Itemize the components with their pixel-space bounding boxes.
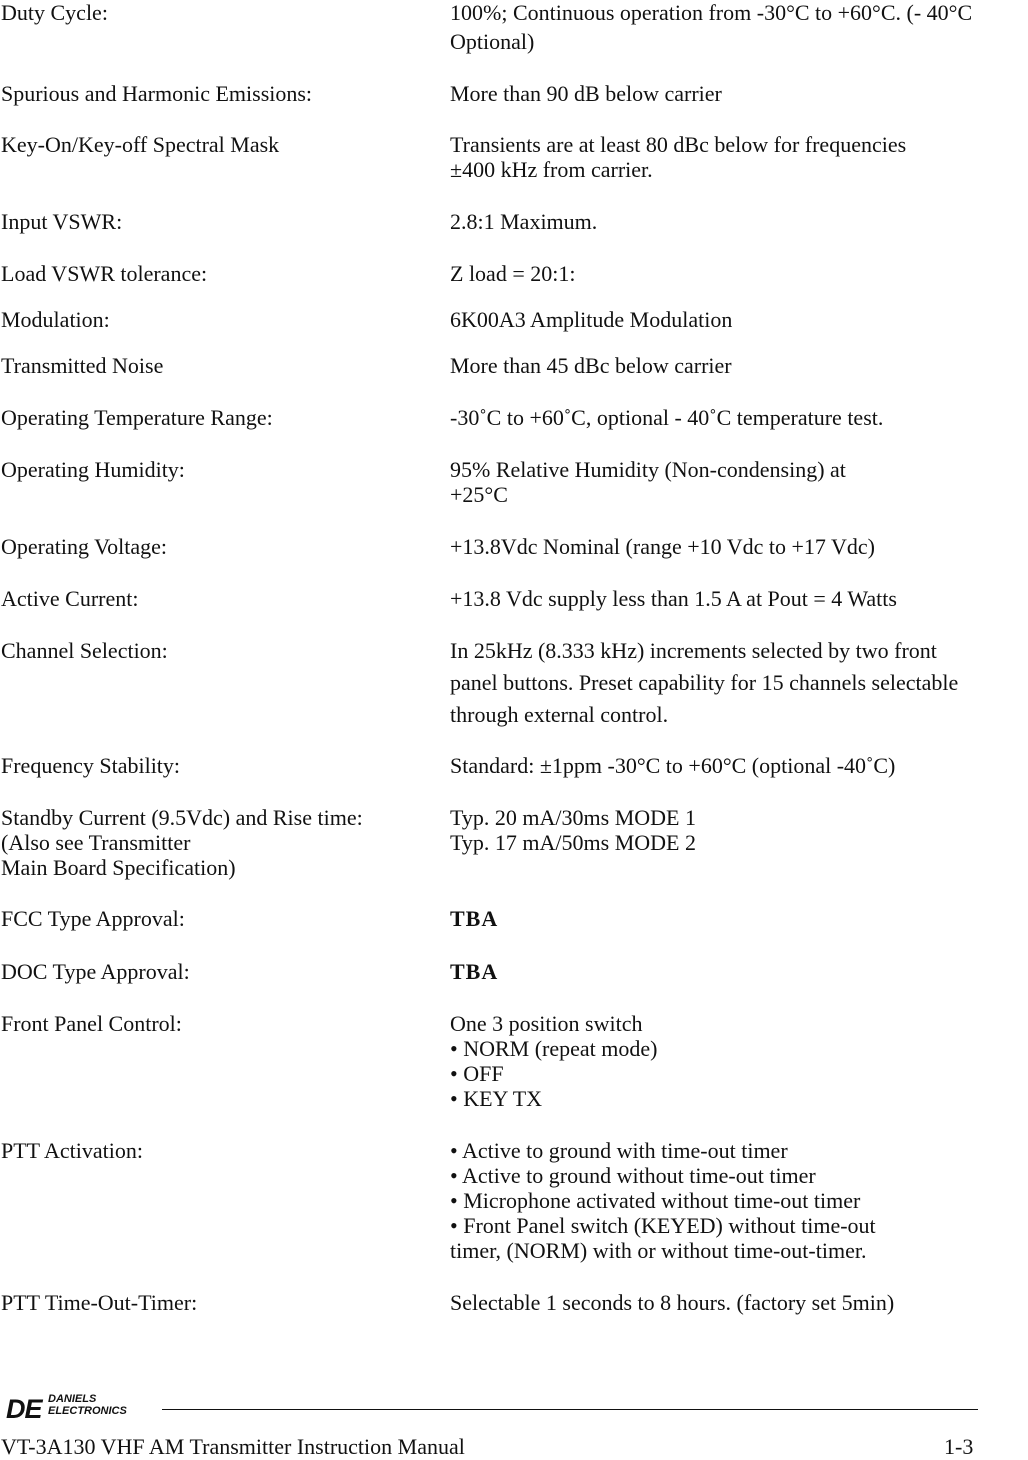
spec-label-spectral-mask: Key-On/Key-off Spectral Mask: [1, 132, 280, 157]
spec-label-input-vswr: Input VSWR:: [1, 209, 123, 234]
spec-value-ptt-activation-item: • Microphone activated without time-out timer: [450, 1188, 861, 1213]
spec-label-standby-current: Standby Current (9.5Vdc) and Rise time:: [1, 805, 363, 830]
spec-value-duty-cycle: 100%; Continuous operation from -30°C to +60°C. (- 40°C: [450, 0, 973, 25]
footer-rule: [162, 1409, 978, 1410]
logo-line-daniels: DANIELS: [48, 1393, 97, 1405]
spec-value-spectral-mask-cont: ±400 kHz from carrier.: [450, 157, 653, 182]
spec-label-operating-temperature: Operating Temperature Range:: [1, 405, 273, 430]
spec-value-ptt-timeout: Selectable 1 seconds to 8 hours. (factory set 5min): [450, 1290, 895, 1315]
footer-document-title: VT-3A130 VHF AM Transmitter Instruction Manual: [1, 1434, 465, 1459]
spec-value-operating-humidity: 95% Relative Humidity (Non-condensing) at: [450, 457, 846, 482]
spec-value-input-vswr: 2.8:1 Maximum.: [450, 209, 598, 234]
spec-label-operating-humidity: Operating Humidity:: [1, 457, 185, 482]
spec-value-modulation: 6K00A3 Amplitude Modulation: [450, 307, 733, 332]
logo-mark: DE: [6, 1394, 42, 1424]
spec-value-front-panel-control-item: • KEY TX: [450, 1086, 543, 1111]
spec-value-ptt-activation-item: • Active to ground without time-out timer: [450, 1163, 816, 1188]
spec-label-frequency-stability: Frequency Stability:: [1, 753, 181, 778]
spec-label-standby-current-cont: (Also see Transmitter: [1, 830, 191, 855]
spec-value-standby-current-cont: Typ. 17 mA/50ms MODE 2: [450, 830, 696, 855]
spec-value-transmitted-noise: More than 45 dBc below carrier: [450, 353, 732, 378]
spec-label-duty-cycle: Duty Cycle:: [1, 0, 108, 25]
spec-value-spurious: More than 90 dB below carrier: [450, 81, 722, 106]
spec-value-spectral-mask: Transients are at least 80 dBc below for frequencies: [450, 132, 907, 157]
spec-value-operating-humidity-cont: +25°C: [450, 482, 508, 507]
spec-value-operating-temperature: -30˚C to +60˚C, optional - 40˚C temperature test.: [450, 405, 884, 430]
spec-label-front-panel-control: Front Panel Control:: [1, 1011, 182, 1036]
spec-value-channel-selection-cont: panel buttons. Preset capability for 15 channels selectable: [450, 670, 959, 695]
spec-label-active-current: Active Current:: [1, 586, 139, 611]
spec-label-transmitted-noise: Transmitted Noise: [1, 353, 164, 378]
spec-value-standby-current: Typ. 20 mA/30ms MODE 1: [450, 805, 696, 830]
spec-label-modulation: Modulation:: [1, 307, 110, 332]
spec-label-doc-approval: DOC Type Approval:: [1, 959, 190, 984]
spec-value-front-panel-control-item: • OFF: [450, 1061, 504, 1086]
spec-value-ptt-activation-item: timer, (NORM) with or without time-out-timer.: [450, 1238, 867, 1263]
spec-value-frequency-stability: Standard: ±1ppm -30°C to +60°C (optional -40˚C): [450, 753, 896, 778]
spec-label-fcc-approval: FCC Type Approval:: [1, 906, 185, 931]
spec-value-front-panel-control: One 3 position switch: [450, 1011, 643, 1036]
spec-label-operating-voltage: Operating Voltage:: [1, 534, 167, 559]
spec-label-ptt-timeout: PTT Time-Out-Timer:: [1, 1290, 198, 1315]
spec-value-channel-selection-cont2: through external control.: [450, 702, 669, 727]
spec-label-load-vswr: Load VSWR tolerance:: [1, 261, 208, 286]
spec-value-front-panel-control-item: • NORM (repeat mode): [450, 1036, 658, 1061]
spec-value-load-vswr: Z load = 20:1:: [450, 261, 576, 286]
spec-value-ptt-activation-item: • Front Panel switch (KEYED) without time-out: [450, 1213, 876, 1238]
spec-value-operating-voltage: +13.8Vdc Nominal (range +10 Vdc to +17 Vdc): [450, 534, 875, 559]
spec-label-ptt-activation: PTT Activation:: [1, 1138, 143, 1163]
spec-value-active-current: +13.8 Vdc supply less than 1.5 A at Pout = 4 Watts: [450, 586, 897, 611]
spec-label-standby-current-cont2: Main Board Specification): [1, 855, 236, 880]
spec-label-spurious: Spurious and Harmonic Emissions:: [1, 81, 313, 106]
spec-label-channel-selection: Channel Selection:: [1, 638, 168, 663]
spec-value-ptt-activation-item: • Active to ground with time-out timer: [450, 1138, 788, 1163]
spec-value-channel-selection: In 25kHz (8.333 kHz) increments selected by two front: [450, 638, 937, 663]
footer-page-number: 1-3: [944, 1434, 974, 1459]
logo-line-electronics: ELECTRONICS: [48, 1405, 127, 1417]
spec-value-duty-cycle-cont: Optional): [450, 29, 535, 54]
spec-value-doc-approval: TBA: [450, 959, 499, 984]
daniels-electronics-logo: [6, 1393, 127, 1425]
spec-value-fcc-approval: TBA: [450, 906, 499, 931]
